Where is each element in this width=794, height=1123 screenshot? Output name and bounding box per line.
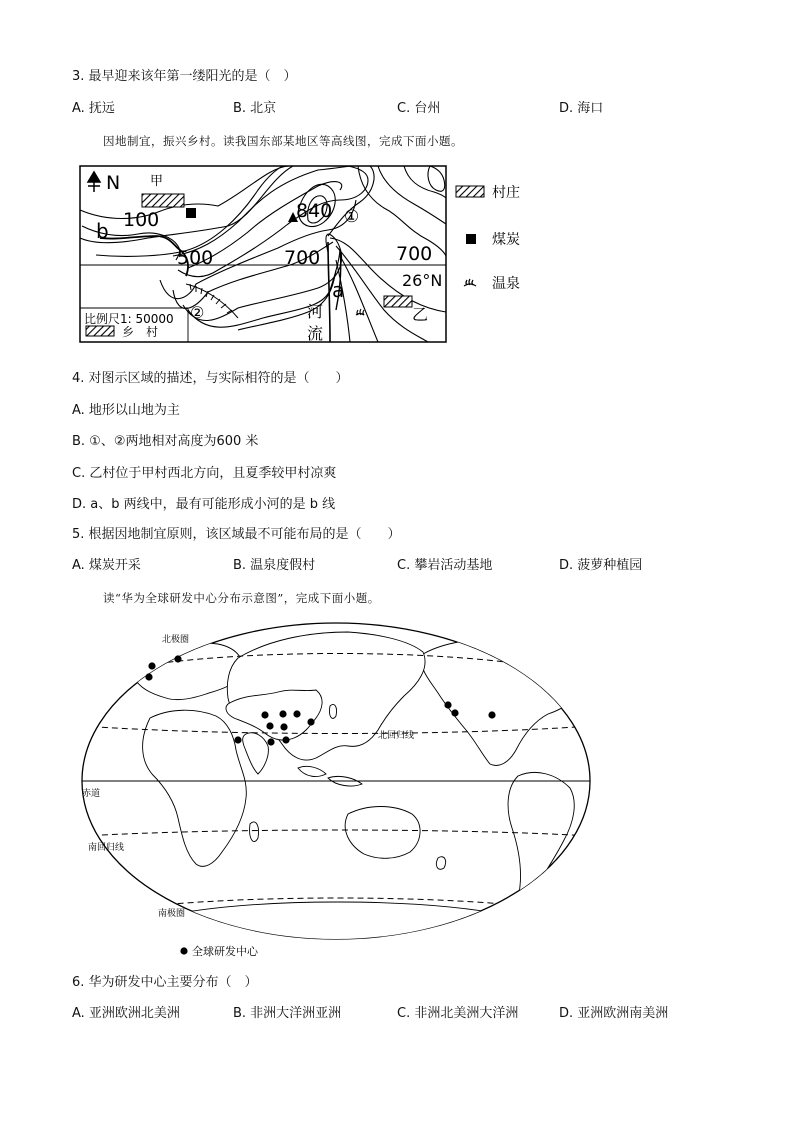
rd-centre-marker bbox=[444, 701, 451, 708]
legend-hot-spring-icon bbox=[464, 279, 476, 286]
label-100: 100 bbox=[123, 209, 160, 231]
q5-option-d: D. 菠萝种植园 bbox=[559, 558, 643, 573]
q4-option-b: B. ①、②两地相对高度为600 米 bbox=[72, 434, 259, 449]
legend-coal-icon bbox=[466, 234, 476, 244]
rd-centre-marker bbox=[280, 723, 287, 730]
rd-centre-marker bbox=[267, 738, 274, 745]
label-700-right: 700 bbox=[396, 243, 433, 265]
q5-option-c: C. 攀岩活动基地 bbox=[397, 558, 493, 573]
rd-centre-marker bbox=[266, 722, 273, 729]
contour-map-svg bbox=[78, 160, 618, 346]
q3-option-a: A. 抚远 bbox=[72, 101, 115, 116]
madagascar bbox=[250, 822, 259, 842]
legend-village-label: 村庄 bbox=[492, 185, 520, 201]
tropic-n-label: 北回归线 bbox=[378, 731, 415, 741]
q3-option-d: D. 海口 bbox=[559, 101, 604, 116]
point-1-label: ① bbox=[344, 207, 360, 227]
q4-option-a: A. 地形以山地为主 bbox=[72, 403, 180, 418]
label-840: 840 bbox=[296, 200, 333, 222]
legend-hot-spring-label: 温泉 bbox=[492, 276, 520, 292]
question-3-stem: 3. 最早迎来该年第一缕阳光的是（ ） bbox=[72, 69, 297, 84]
q6-option-d: D. 亚洲欧洲南美洲 bbox=[559, 1006, 669, 1021]
label-a: a bbox=[332, 278, 345, 302]
q6-option-b: B. 非洲大洋洲亚洲 bbox=[233, 1006, 342, 1021]
label-b: b bbox=[96, 219, 109, 243]
new-zealand bbox=[436, 857, 445, 870]
q3-option-b: B. 北京 bbox=[233, 101, 277, 116]
latitude-label: 26°N bbox=[402, 271, 443, 290]
antarctic-label: 南极圈 bbox=[158, 909, 186, 919]
river-label-2: 流 bbox=[307, 324, 324, 343]
q4-option-d: D. a、b 两线中，最有可能形成小河的是 b 线 bbox=[72, 497, 336, 512]
scale-label: 比例尺1: 50000 bbox=[84, 312, 174, 326]
greenland bbox=[533, 625, 573, 644]
rd-centre-marker bbox=[148, 662, 155, 669]
world-map-svg bbox=[78, 618, 598, 964]
rd-centre-marker bbox=[261, 711, 268, 718]
rd-centre-marker bbox=[279, 710, 286, 717]
village-yi-icon bbox=[384, 296, 412, 307]
contour-map-figure bbox=[78, 160, 618, 346]
q3-option-c: C. 台州 bbox=[397, 101, 441, 116]
river-label-1: 河 bbox=[307, 302, 324, 321]
legend-hatch-icon bbox=[456, 186, 484, 197]
label-700-left: 700 bbox=[284, 247, 321, 269]
rd-centre-marker bbox=[234, 736, 241, 743]
legend-village-small-icon bbox=[86, 326, 114, 336]
rd-centre-marker bbox=[145, 673, 152, 680]
world-map-figure bbox=[78, 618, 598, 964]
question-6-stem: 6. 华为研发中心主要分布（ ） bbox=[72, 975, 258, 990]
q4-option-c: C. 乙村位于甲村西北方向，且夏季较甲村凉爽 bbox=[72, 466, 337, 481]
legend-rd-dot-icon bbox=[180, 947, 187, 954]
legend-rd-label: 全球研发中心 bbox=[192, 945, 258, 958]
label-jia: 甲 bbox=[150, 174, 164, 189]
rd-centre-marker bbox=[174, 655, 181, 662]
coal-marker-icon bbox=[186, 208, 196, 218]
equator-label: 赤道 bbox=[82, 789, 101, 799]
north-label: N bbox=[106, 172, 121, 194]
intro-world-map: 读“华为全球研发中心分布示意图”，完成下面小题。 bbox=[103, 591, 380, 605]
village-small-label: 乡 村 bbox=[122, 325, 159, 339]
rd-centre-marker bbox=[488, 711, 495, 718]
point-2-label: ② bbox=[190, 303, 205, 322]
rd-centre-marker bbox=[451, 709, 458, 716]
q5-option-b: B. 温泉度假村 bbox=[233, 558, 316, 573]
question-5-stem: 5. 根据因地制宜原则，该区域最不可能布局的是（ ） bbox=[72, 527, 401, 542]
village-jia-icon bbox=[142, 194, 184, 207]
intro-contour: 因地制宜，振兴乡村。读我国东部某地区等高线图，完成下面小题。 bbox=[103, 134, 463, 148]
legend-coal-label: 煤炭 bbox=[492, 232, 520, 248]
arctic-label: 北极圈 bbox=[162, 635, 190, 645]
label-500: 500 bbox=[177, 247, 214, 269]
japan bbox=[329, 704, 336, 718]
q6-option-c: C. 非洲北美洲大洋洲 bbox=[397, 1006, 519, 1021]
rd-centre-marker bbox=[293, 710, 300, 717]
q6-option-a: A. 亚洲欧洲北美洲 bbox=[72, 1006, 180, 1021]
q5-option-a: A. 煤炭开采 bbox=[72, 558, 141, 573]
question-4-stem: 4. 对图示区域的描述，与实际相符的是（ ） bbox=[72, 371, 349, 386]
tropic-s-label: 南回归线 bbox=[88, 843, 125, 853]
label-yi: 乙 bbox=[412, 305, 429, 324]
rd-centre-marker bbox=[307, 718, 314, 725]
rd-centre-marker bbox=[282, 736, 289, 743]
